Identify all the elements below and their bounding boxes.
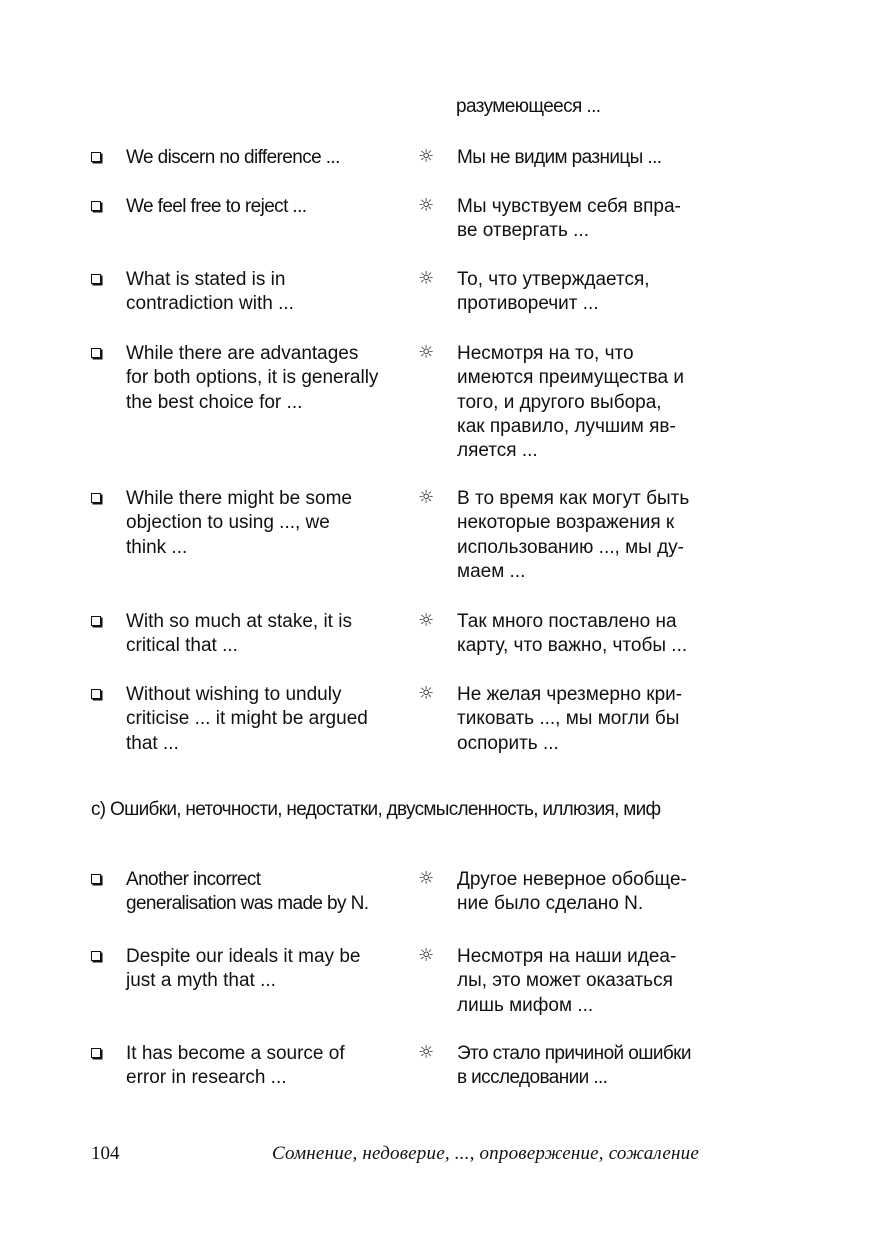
sun-icon: ☼ [418,610,435,631]
checkbox-bullet-icon [91,274,101,284]
english-phrase: What is stated is in contradiction with ... [126,269,294,315]
russian-phrase: Другое неверное обобще- ние было сделано N. [457,869,687,915]
sun-icon: ☼ [418,146,435,167]
checkbox-bullet-icon [91,874,101,884]
english-phrase: We feel free to reject ... [126,196,307,217]
english-phrase: It has become a source of error in research ... [126,1043,345,1089]
checkbox-bullet-icon [91,951,101,961]
continuation-text: разумеющееся ... [456,96,601,117]
english-phrase: While there might be some objection to using ..., we think ... [126,488,352,558]
russian-phrase: Не желая чрезмерно кри- тиковать ..., мы могли бы оспорить ... [457,684,683,754]
russian-phrase: В то время как могут быть некоторые возражения к использованию ..., мы ду- маем ... [457,488,690,582]
russian-phrase: Мы чувствуем себя впра- ве отвергать ... [457,196,681,242]
russian-phrase: Мы не видим разницы ... [457,147,662,168]
sun-icon: ☼ [418,268,435,289]
checkbox-bullet-icon [91,152,101,162]
sun-icon: ☼ [418,342,435,363]
sun-icon: ☼ [418,487,435,508]
checkbox-bullet-icon [91,1048,101,1058]
english-phrase: With so much at stake, it is critical that ... [126,611,352,657]
running-title: Сомнение, недоверие, ..., опровержение, сожаление [272,1143,699,1164]
english-phrase: Another incorrect generalisation was made by N. [126,869,369,915]
english-phrase: While there are advantages for both options, it is generally the best choice for ... [126,343,379,413]
sun-icon: ☼ [418,868,435,889]
russian-phrase: Так много поставлено на карту, что важно, чтобы ... [457,611,688,657]
sun-icon: ☼ [418,683,435,704]
checkbox-bullet-icon [91,493,101,503]
checkbox-bullet-icon [91,348,101,358]
checkbox-bullet-icon [91,689,101,699]
english-phrase: Without wishing to unduly criticise ... it might be argued that ... [126,684,368,754]
russian-phrase: Несмотря на наши идеа- лы, это может оказаться лишь мифом ... [457,946,677,1016]
sun-icon: ☼ [418,1042,435,1063]
english-phrase: Despite our ideals it may be just a myth that ... [126,946,361,992]
russian-phrase: То, что утверждается, противоречит ... [457,269,650,315]
russian-phrase: Несмотря на то, что имеются преимущества и того, и другого выбора, как правило, лучшим яв- ляется ... [457,343,684,462]
russian-phrase: Это стало причиной ошибки в исследовании ... [457,1043,691,1089]
sun-icon: ☼ [418,195,435,216]
page-number: 104 [91,1143,120,1164]
english-phrase: We discern no difference ... [126,147,340,168]
section-heading: c) Ошибки, неточности, недостатки, двусмысленность, иллюзия, миф [91,799,661,820]
checkbox-bullet-icon [91,201,101,211]
checkbox-bullet-icon [91,616,101,626]
sun-icon: ☼ [418,945,435,966]
